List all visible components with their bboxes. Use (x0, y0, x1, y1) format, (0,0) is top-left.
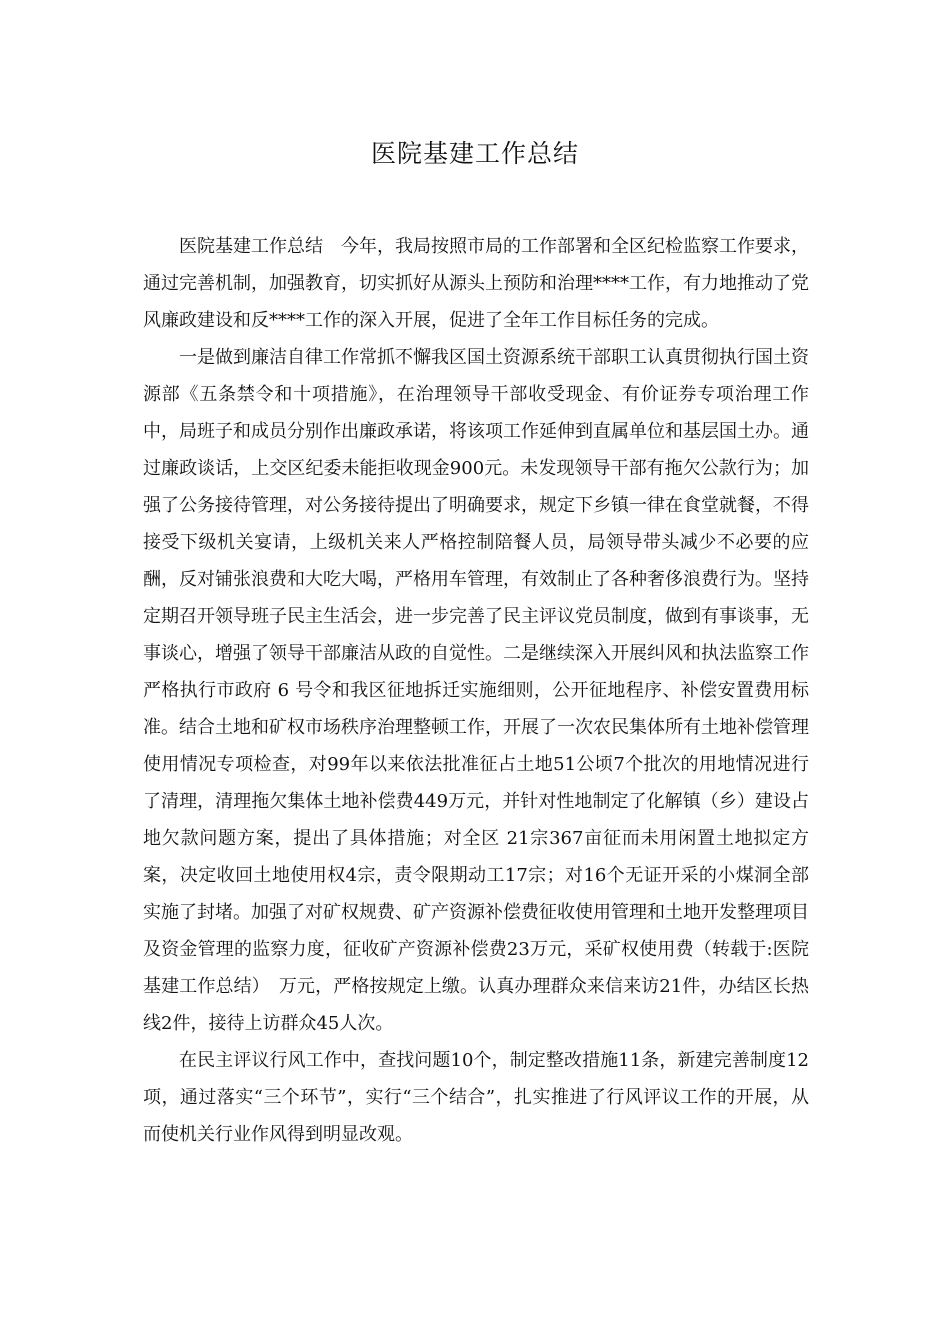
paragraph-intro: 医院基建工作总结 今年，我局按照市局的工作部署和全区纪检监察工作要求，通过完善机制，加强教育，切实抓好从源头上预防和治理****工作，有力地推动了党风廉政建设和反****工作的深入开展，促进了全年工作目标任务的完成。 (143, 236, 809, 331)
paragraph-conclusion: 在民主评议行风工作中，查找问题10个，制定整改措施11条，新建完善制度12项，通过落实“三个环节”，实行“三个结合”，扎实推进了行风评议工作的开展，从而使机关行业作风得到明显改观。 (143, 1050, 809, 1145)
paragraph-main: 一是做到廉洁自律工作常抓不懈我区国土资源系统干部职工认真贯彻执行国土资源部《五条禁令和十项措施》，在治理领导干部收受现金、有价证券专项治理工作中，局班子和成员分别作出廉政承诺，将该项工作延伸到直属单位和基层国土办。通过廉政谈话，上交区纪委未能拒收现金900元。未发现领导干部有拖欠公款行为；加强了公务接待管理，对公务接待提出了明确要求，规定下乡镇一律在食堂就餐，不得接受下级机关宴请，上级机关来人严格控制陪餐人员，局领导带头减少不必要的应酬，反对铺张浪费和大吃大喝，严格用车管理，有效制止了各种奢侈浪费行为。坚持定期召开领导班子民主生活会，进一步完善了民主评议党员制度，做到有事谈事，无事谈心，增强了领导干部廉洁从政的自觉性。二是继续深入开展纠风和执法监察工作严格执行市政府 6 号令和我区征地拆迁实施细则，公开征地程序、补偿安置费用标准。结合土地和矿权市场秩序治理整顿工作，开展了一次农民集体所有土地补偿管理使用情况专项检查，对99年以来依法批准征占土地51公顷7个批次的用地情况进行了清理，清理拖欠集体土地补偿费449万元，并针对性地制定了化解镇（乡）建设占地欠款问题方案，提出了具体措施；对全区 21宗367亩征而未用闲置土地拟定方案，决定收回土地使用权4宗，责令限期动工17宗；对16个无证开采的小煤洞全部实施了封堵。加强了对矿权规费、矿产资源补偿费征收使用管理和土地开发整理项目及资金管理的监察力度，征收矿产资源补偿费23万元，采矿权使用费（转载于:医院基建工作总结） 万元，严格按规定上缴。认真办理群众来信来访21件，办结区长热线2件，接待上访群众45人次。 (143, 347, 809, 1034)
document-title: 医院基建工作总结 (370, 139, 579, 168)
document-body (143, 228, 809, 1153)
